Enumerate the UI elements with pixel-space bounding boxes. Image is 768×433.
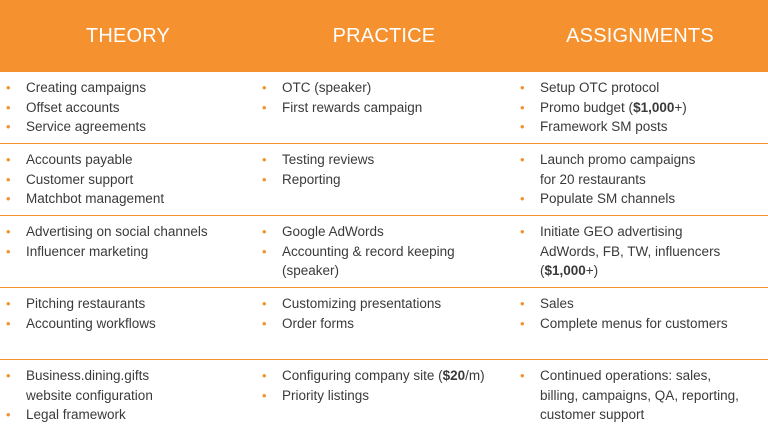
list-item: • Legal framework — [4, 405, 250, 425]
list-item: • Reporting — [260, 170, 508, 190]
bullet-icon: • — [6, 80, 11, 95]
theory-cell — [4, 150, 250, 209]
bullet-icon: • — [262, 152, 267, 167]
table-row — [0, 72, 768, 143]
list-item: • Service agreements — [4, 117, 250, 137]
theory-cell — [4, 78, 250, 137]
bullet-icon: • — [6, 296, 11, 311]
practice-cell — [260, 366, 508, 405]
bullet-icon: • — [6, 407, 11, 422]
bullet-icon: • — [520, 224, 525, 239]
practice-cell — [260, 78, 508, 117]
header-assignments: ASSIGNMENTS — [566, 25, 714, 47]
bullet-icon: • — [520, 152, 525, 167]
bullet-icon: • — [262, 99, 267, 115]
list-item: • Configuring company site ($20/m) — [260, 366, 508, 386]
list-item: • First rewards campaign — [260, 98, 508, 118]
bullet-icon: • — [520, 99, 525, 115]
practice-cell — [260, 294, 508, 333]
table-row — [0, 143, 768, 216]
bullet-icon: • — [6, 99, 11, 115]
practice-cell — [260, 222, 508, 281]
list-item: • Populate SM channels — [518, 189, 766, 209]
assignments-cell — [518, 294, 766, 333]
bullet-icon: • — [6, 368, 11, 383]
table-row — [0, 359, 768, 433]
list-item: • Framework SM posts — [518, 117, 766, 137]
bullet-icon: • — [262, 171, 267, 187]
bullet-icon: • — [262, 296, 267, 311]
list-item: • Accounting workflows — [4, 314, 250, 334]
bullet-icon: • — [6, 315, 11, 331]
list-item: • Influencer marketing — [4, 242, 250, 262]
bullet-icon: • — [520, 191, 525, 206]
list-item: • Continued operations: sales, billing, campaigns, QA, reporting, customer support — [520, 368, 739, 422]
theory-cell — [4, 294, 250, 333]
list-item: • Sales — [518, 294, 766, 314]
table-row — [0, 215, 768, 288]
list-item: • Accounting & record keeping (speaker) — [262, 243, 455, 278]
assignments-cell — [518, 150, 766, 209]
theory-cell — [4, 366, 250, 425]
bullet-icon: • — [6, 191, 11, 206]
list-item: • Matchbot management — [4, 189, 250, 209]
assignments-cell — [518, 78, 766, 137]
bullet-icon: • — [6, 171, 11, 187]
bullet-icon: • — [520, 368, 525, 383]
list-item: • Complete menus for customers — [518, 314, 766, 334]
bullet-icon: • — [262, 224, 267, 239]
list-item: • Google AdWords — [260, 222, 508, 242]
bullet-icon: • — [262, 80, 267, 95]
bullet-icon: • — [520, 296, 525, 311]
header-theory: THEORY — [85, 25, 171, 47]
bullet-icon: • — [520, 119, 525, 134]
table-row — [0, 287, 768, 360]
bullet-icon: • — [262, 387, 267, 403]
bullet-icon: • — [262, 368, 267, 383]
list-item: • Setup OTC protocol — [518, 78, 766, 98]
theory-cell — [4, 222, 250, 261]
list-item: • Business.dining.gifts website configuration — [6, 368, 153, 403]
list-item: • Advertising on social channels — [4, 222, 250, 242]
assignments-cell — [518, 222, 766, 281]
assignments-cell — [518, 366, 766, 425]
list-item: • Offset accounts — [4, 98, 250, 118]
list-item: • Customizing presentations — [260, 294, 508, 314]
bullet-icon: • — [262, 243, 267, 259]
list-item: • Testing reviews — [260, 150, 508, 170]
practice-cell — [260, 150, 508, 189]
list-item: • Creating campaigns — [4, 78, 250, 98]
bullet-icon: • — [6, 224, 11, 239]
list-item: • Initiate GEO advertising AdWords, FB, TW, influencers ($1,000+) — [520, 224, 721, 278]
list-item: • Pitching restaurants — [4, 294, 250, 314]
list-item: • Accounts payable — [4, 150, 250, 170]
bullet-icon: • — [6, 152, 11, 167]
list-item: • Order forms — [260, 314, 508, 334]
bullet-icon: • — [262, 315, 267, 331]
bullet-icon: • — [6, 119, 11, 134]
bullet-icon: • — [520, 315, 525, 331]
list-item: • OTC (speaker) — [260, 78, 508, 98]
table-header — [0, 0, 768, 72]
header-practice: PRACTICE — [332, 25, 436, 47]
bullet-icon: • — [520, 80, 525, 95]
list-item: • Launch promo campaigns for 20 restaurants — [520, 152, 696, 187]
list-item: • Promo budget ($1,000+) — [518, 98, 766, 118]
list-item: • Priority listings — [260, 386, 508, 406]
bullet-icon: • — [6, 243, 11, 259]
list-item: • Customer support — [4, 170, 250, 190]
